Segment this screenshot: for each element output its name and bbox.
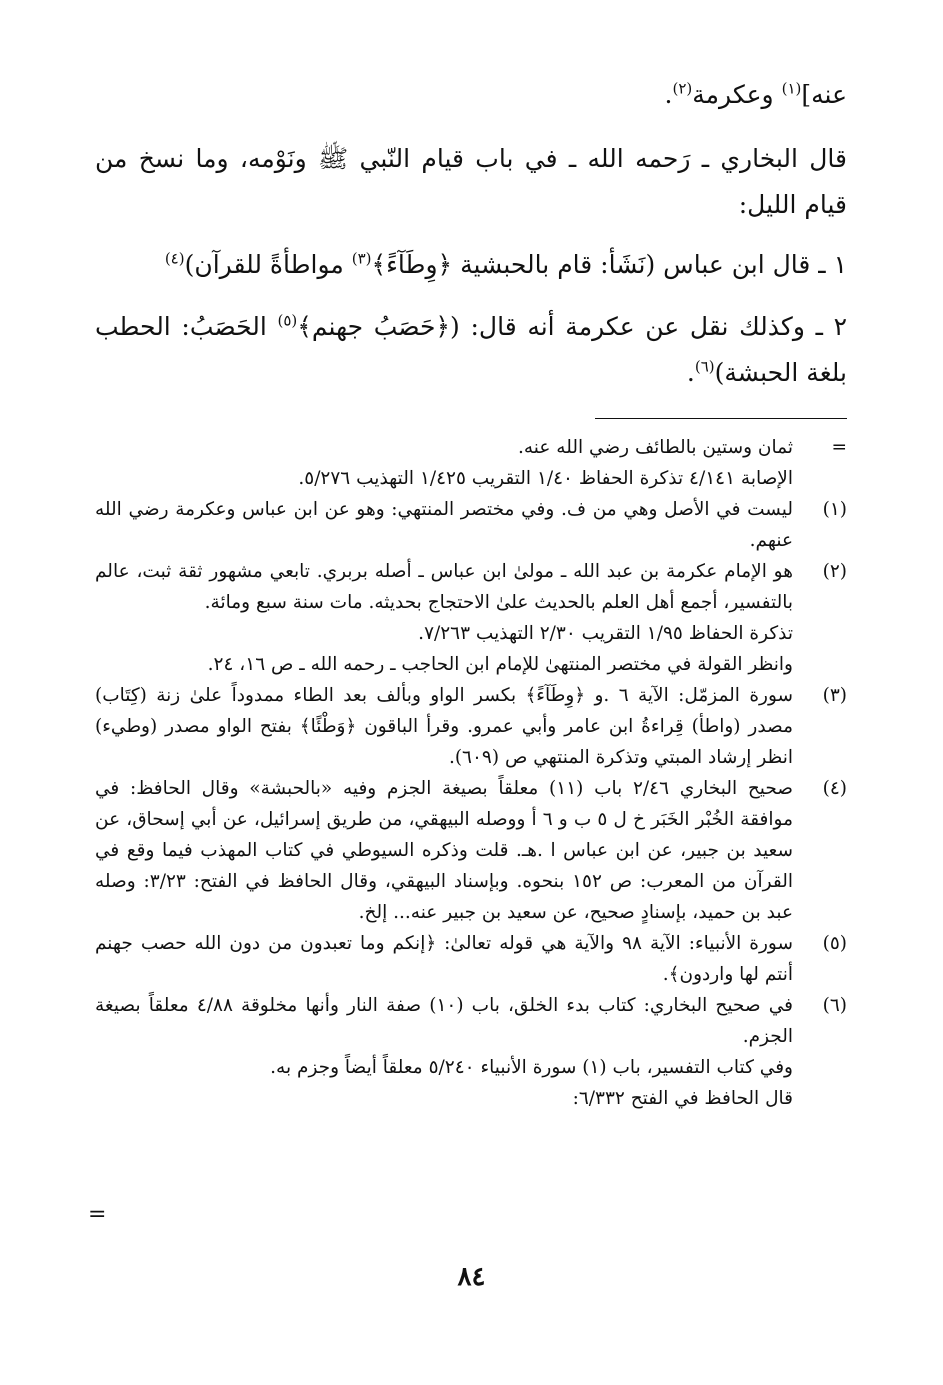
footnote-line: قال الحافظ في الفتح ٦/٣٣٢: bbox=[572, 1088, 793, 1109]
footnote bbox=[95, 990, 847, 1114]
footnote-number: (٤) bbox=[822, 778, 847, 799]
paragraph-1 bbox=[95, 72, 847, 118]
footnote-line: في صحيح البخاري: كتاب بدء الخلق، باب (١٠) صفة النار وأنها مخلوقة ٤/٨٨ معلقاً بصيغة الجزم. bbox=[95, 995, 793, 1047]
paragraph-3 bbox=[95, 242, 847, 288]
footnote-line: وفي كتاب التفسير، باب (١) سورة الأنبياء ٥/٢٤٠ معلقاً أيضاً وجزم به. bbox=[270, 1057, 793, 1078]
footnote-ref[interactable]: (٦) bbox=[694, 357, 715, 376]
text-run: . bbox=[686, 358, 695, 387]
paragraph-2: قال البخاري ـ رَحمه الله ـ في باب قيام النّبي ﷺ ونَوْمه، وما نسخ من قيام الليل: bbox=[95, 144, 847, 219]
footnote bbox=[95, 432, 847, 494]
footnote-line: تذكرة الحفاظ ١/٩٥ التقريب ٢/٣٠ التهذيب ٧/٢٦٣. bbox=[418, 623, 793, 644]
text-run: الحَصَبُ: الحطب بلغة الحبشة) bbox=[95, 312, 847, 387]
footnote-number: = bbox=[831, 437, 847, 458]
text-run: ٢ ـ وكذلك نقل عن عكرمة أنه قال: (﴿حَصَبُ جهنم﴾ bbox=[297, 312, 847, 341]
text-run: مواطأةً للقرآن) bbox=[184, 250, 352, 279]
footnote-ref[interactable]: (٣) bbox=[351, 249, 372, 268]
footnote bbox=[95, 556, 847, 680]
footnote-number: (٣) bbox=[822, 685, 847, 706]
footnotes bbox=[95, 432, 847, 1114]
page-number: ٨٤ bbox=[457, 1262, 486, 1292]
main-text bbox=[95, 72, 847, 396]
footnote-line: سورة الأنبياء: الآية ٩٨ والآية هي قوله تعالىٰ: ﴿إنكم وما تعبدون من دون الله حصب جهنم أنتم لها واردون﴾. bbox=[95, 933, 793, 985]
footnote-number: (٢) bbox=[822, 561, 847, 582]
footnote-line: ليست في الأصل وهي من ف. وفي مختصر المنتهي: وهو عن ابن عباس وعكرمة رضي الله عنهم. bbox=[95, 499, 793, 551]
text-run: ١ ـ قال ابن عباس (نَشَأ: قام بالحبشية ﴿وِطَآءً﴾ bbox=[371, 250, 847, 279]
footnote bbox=[95, 773, 847, 928]
footnote-separator bbox=[595, 418, 847, 419]
footnote-line: هو الإمام عكرمة بن عبد الله ـ مولىٰ ابن عباس ـ أصله بربري. تابعي مشهور ثقة ثبت، عالم بالتفسير، أجمع أهل العلم بالحديث علىٰ الاحتجاج بحديثه. مات سنة سبع ومائة. bbox=[95, 561, 793, 613]
paragraph-4 bbox=[95, 304, 847, 396]
footnote-ref[interactable]: (٢) bbox=[672, 79, 693, 98]
footnote-ref[interactable]: (٤) bbox=[164, 249, 185, 268]
text-run: . bbox=[664, 80, 673, 109]
footnote-line: وانظر القولة في مختصر المنتهىٰ للإمام ابن الحاجب ـ رحمه الله ـ ص ١٦، ٢٤. bbox=[207, 654, 793, 675]
footnote-ref[interactable]: (١) bbox=[781, 79, 802, 98]
footnote-ref[interactable]: (٥) bbox=[277, 311, 298, 330]
continuation-mark: = bbox=[88, 1202, 107, 1227]
footnote-number: (١) bbox=[822, 499, 847, 520]
text-run: عنه] bbox=[801, 80, 847, 109]
footnote bbox=[95, 680, 847, 773]
footnote-line: الإصابة ٤/١٤١ تذكرة الحفاظ ١/٤٠ التقريب ١/٤٢٥ التهذيب ٥/٢٧٦. bbox=[298, 468, 793, 489]
footnote bbox=[95, 928, 847, 990]
footnote-line: سورة المزمّل: الآية ٦ .و ﴿وِطَآءً﴾ بكسر الواو وبألف بعد الطاء ممدوداً علىٰ زنة (كِتَاب) مصدر (واطأ) قِراءةُ ابن عامر وأبي عمرو. وقرأ الباقون ﴿وَطْئًا﴾ بفتح الواو مصدر (وطيء) انظر إرشاد المبتي وتذكرة المنتهي ص (٦٠٩). bbox=[95, 685, 794, 768]
footnote-number: (٦) bbox=[822, 995, 847, 1016]
footnote-line: ثمان وستين بالطائف رضي الله عنه. bbox=[518, 437, 793, 458]
footnote-number: (٥) bbox=[822, 933, 847, 954]
footnote bbox=[95, 494, 847, 556]
footnote-line: صحيح البخاري ٢/٤٦ باب (١١) معلقاً بصيغة الجزم وفيه «بالحبشة» وقال الحافظ: في موافقة الخُبْر الخَبَر خ ل ٥ ب و ٦ أ ووصله البيهقي، من طريق إسرائيل، عن أبي إسحاق، عن سعيد بن جبير، عن ابن عباس ا .هـ. قلت وذكره السيوطي في كتاب المهذب فيما وقع في القرآن من المعرب: ص ١٥٢ بنحوه. وبإسناد البيهقي، وقال الحافظ في الفتح: ٣/٢٣: وصله عبد بن حميد، بإسنادٍ صحيح، عن سعيد بن جبير عنه... إلخ. bbox=[95, 778, 794, 923]
text-run: وعكرمة bbox=[692, 80, 782, 109]
